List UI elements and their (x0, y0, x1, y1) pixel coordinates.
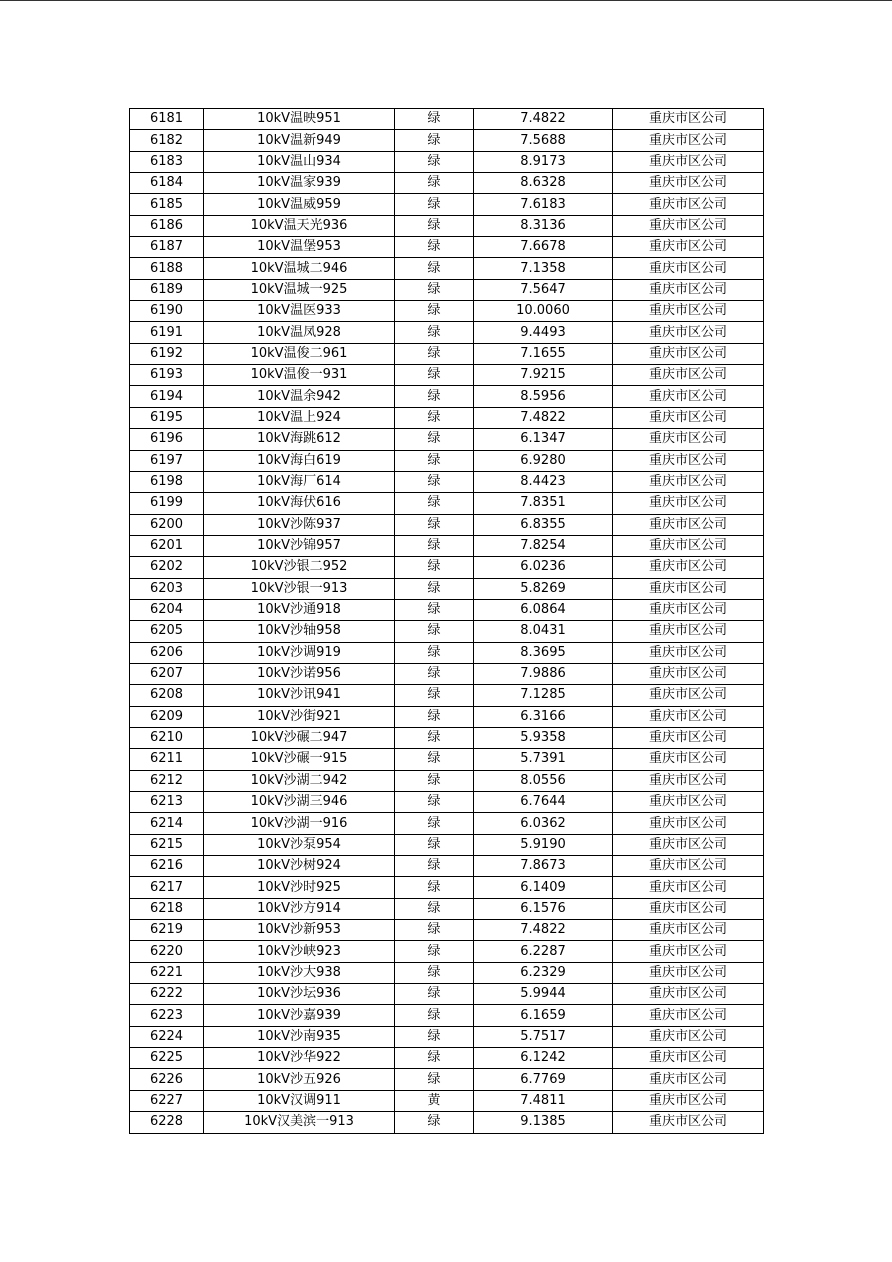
cell-line-name: 10kV海白619 (204, 450, 395, 471)
cell-company: 重庆市区公司 (613, 429, 764, 450)
cell-value: 5.8269 (474, 578, 613, 599)
cell-rating: 绿 (395, 450, 474, 471)
table-row (130, 301, 764, 322)
cell-line-name: 10kV海厂614 (204, 471, 395, 492)
table-row (130, 621, 764, 642)
cell-rating: 绿 (395, 279, 474, 300)
cell-line-name: 10kV沙大938 (204, 962, 395, 983)
cell-line-name: 10kV沙银一913 (204, 578, 395, 599)
cell-rating: 绿 (395, 1005, 474, 1026)
cell-value: 6.1409 (474, 877, 613, 898)
cell-line-name: 10kV沙新953 (204, 920, 395, 941)
table-row (130, 109, 764, 130)
cell-value: 8.4423 (474, 471, 613, 492)
table-row (130, 727, 764, 748)
table-row (130, 471, 764, 492)
cell-rating: 绿 (395, 642, 474, 663)
cell-value: 6.7769 (474, 1069, 613, 1090)
cell-line-name: 10kV沙碾二947 (204, 727, 395, 748)
cell-value: 7.8673 (474, 856, 613, 877)
cell-line-name: 10kV沙陈937 (204, 514, 395, 535)
cell-company: 重庆市区公司 (613, 407, 764, 428)
cell-value: 7.9886 (474, 663, 613, 684)
table-row (130, 856, 764, 877)
cell-rating: 绿 (395, 493, 474, 514)
cell-company: 重庆市区公司 (613, 621, 764, 642)
cell-company: 重庆市区公司 (613, 237, 764, 258)
cell-company: 重庆市区公司 (613, 450, 764, 471)
cell-line-name: 10kV沙泵954 (204, 834, 395, 855)
cell-line-name: 10kV温余942 (204, 386, 395, 407)
cell-number: 6183 (130, 151, 204, 172)
cell-number: 6219 (130, 920, 204, 941)
cell-line-name: 10kV温凤928 (204, 322, 395, 343)
cell-rating: 绿 (395, 1048, 474, 1069)
table-row (130, 173, 764, 194)
cell-number: 6206 (130, 642, 204, 663)
cell-value: 6.1347 (474, 429, 613, 450)
cell-line-name: 10kV沙街921 (204, 706, 395, 727)
table-row (130, 557, 764, 578)
table-row (130, 941, 764, 962)
table-row (130, 599, 764, 620)
cell-company: 重庆市区公司 (613, 920, 764, 941)
cell-line-name: 10kV沙嘉939 (204, 1005, 395, 1026)
cell-company: 重庆市区公司 (613, 130, 764, 151)
cell-value: 7.1655 (474, 343, 613, 364)
cell-value: 6.3166 (474, 706, 613, 727)
cell-value: 6.1242 (474, 1048, 613, 1069)
cell-value: 5.9190 (474, 834, 613, 855)
cell-rating: 绿 (395, 343, 474, 364)
table-row (130, 813, 764, 834)
cell-line-name: 10kV温俊二961 (204, 343, 395, 364)
cell-number: 6223 (130, 1005, 204, 1026)
cell-rating: 绿 (395, 877, 474, 898)
cell-value: 7.4822 (474, 407, 613, 428)
cell-line-name: 10kV沙碾一915 (204, 749, 395, 770)
table-row (130, 429, 764, 450)
cell-value: 6.2329 (474, 962, 613, 983)
cell-line-name: 10kV沙银二952 (204, 557, 395, 578)
cell-line-name: 10kV沙时925 (204, 877, 395, 898)
cell-rating: 绿 (395, 365, 474, 386)
cell-company: 重庆市区公司 (613, 770, 764, 791)
cell-number: 6186 (130, 215, 204, 236)
cell-value: 6.7644 (474, 792, 613, 813)
cell-line-name: 10kV海伏616 (204, 493, 395, 514)
cell-rating: 绿 (395, 578, 474, 599)
cell-rating: 绿 (395, 1112, 474, 1133)
cell-number: 6210 (130, 727, 204, 748)
cell-rating: 绿 (395, 1026, 474, 1047)
cell-number: 6225 (130, 1048, 204, 1069)
cell-line-name: 10kV温堡953 (204, 237, 395, 258)
cell-value: 7.4811 (474, 1090, 613, 1111)
cell-company: 重庆市区公司 (613, 706, 764, 727)
cell-rating: 绿 (395, 109, 474, 130)
table-row (130, 130, 764, 151)
cell-value: 7.8351 (474, 493, 613, 514)
cell-line-name: 10kV沙诺956 (204, 663, 395, 684)
cell-value: 6.0864 (474, 599, 613, 620)
cell-number: 6213 (130, 792, 204, 813)
table-row (130, 237, 764, 258)
cell-company: 重庆市区公司 (613, 1005, 764, 1026)
cell-number: 6181 (130, 109, 204, 130)
cell-company: 重庆市区公司 (613, 599, 764, 620)
cell-rating: 绿 (395, 173, 474, 194)
table-row (130, 1005, 764, 1026)
cell-company: 重庆市区公司 (613, 151, 764, 172)
cell-rating: 绿 (395, 1069, 474, 1090)
table-row (130, 514, 764, 535)
cell-company: 重庆市区公司 (613, 493, 764, 514)
table-row (130, 258, 764, 279)
table-row (130, 984, 764, 1005)
cell-line-name: 10kV温天光936 (204, 215, 395, 236)
cell-line-name: 10kV沙调919 (204, 642, 395, 663)
cell-rating: 绿 (395, 386, 474, 407)
table-row (130, 1048, 764, 1069)
cell-value: 5.9358 (474, 727, 613, 748)
cell-value: 6.9280 (474, 450, 613, 471)
cell-rating: 绿 (395, 599, 474, 620)
table-row (130, 1026, 764, 1047)
cell-rating: 绿 (395, 407, 474, 428)
cell-company: 重庆市区公司 (613, 322, 764, 343)
cell-rating: 绿 (395, 898, 474, 919)
cell-rating: 绿 (395, 429, 474, 450)
cell-number: 6202 (130, 557, 204, 578)
cell-value: 7.8254 (474, 535, 613, 556)
cell-line-name: 10kV沙湖一916 (204, 813, 395, 834)
cell-value: 7.6183 (474, 194, 613, 215)
cell-line-name: 10kV沙树924 (204, 856, 395, 877)
cell-company: 重庆市区公司 (613, 834, 764, 855)
cell-number: 6194 (130, 386, 204, 407)
cell-value: 8.3136 (474, 215, 613, 236)
cell-number: 6212 (130, 770, 204, 791)
cell-number: 6201 (130, 535, 204, 556)
cell-line-name: 10kV温新949 (204, 130, 395, 151)
cell-rating: 绿 (395, 834, 474, 855)
cell-rating: 绿 (395, 151, 474, 172)
cell-rating: 绿 (395, 941, 474, 962)
cell-company: 重庆市区公司 (613, 578, 764, 599)
cell-value: 8.3695 (474, 642, 613, 663)
cell-line-name: 10kV温城二946 (204, 258, 395, 279)
cell-company: 重庆市区公司 (613, 749, 764, 770)
cell-company: 重庆市区公司 (613, 365, 764, 386)
cell-line-name: 10kV温医933 (204, 301, 395, 322)
table-row (130, 279, 764, 300)
cell-line-name: 10kV沙华922 (204, 1048, 395, 1069)
cell-number: 6207 (130, 663, 204, 684)
cell-company: 重庆市区公司 (613, 962, 764, 983)
cell-company: 重庆市区公司 (613, 898, 764, 919)
cell-company: 重庆市区公司 (613, 642, 764, 663)
cell-rating: 绿 (395, 535, 474, 556)
cell-value: 6.0236 (474, 557, 613, 578)
cell-value: 7.5647 (474, 279, 613, 300)
cell-line-name: 10kV沙五926 (204, 1069, 395, 1090)
cell-number: 6228 (130, 1112, 204, 1133)
cell-rating: 绿 (395, 471, 474, 492)
cell-number: 6222 (130, 984, 204, 1005)
cell-company: 重庆市区公司 (613, 984, 764, 1005)
cell-number: 6182 (130, 130, 204, 151)
cell-number: 6211 (130, 749, 204, 770)
cell-number: 6224 (130, 1026, 204, 1047)
cell-company: 重庆市区公司 (613, 877, 764, 898)
cell-value: 9.4493 (474, 322, 613, 343)
cell-number: 6191 (130, 322, 204, 343)
cell-rating: 绿 (395, 962, 474, 983)
cell-company: 重庆市区公司 (613, 535, 764, 556)
cell-value: 8.6328 (474, 173, 613, 194)
cell-line-name: 10kV温上924 (204, 407, 395, 428)
cell-value: 6.1576 (474, 898, 613, 919)
cell-line-name: 10kV沙峡923 (204, 941, 395, 962)
table-row (130, 215, 764, 236)
cell-rating: 绿 (395, 706, 474, 727)
cell-company: 重庆市区公司 (613, 343, 764, 364)
table-row (130, 685, 764, 706)
cell-line-name: 10kV沙湖二942 (204, 770, 395, 791)
cell-number: 6196 (130, 429, 204, 450)
cell-company: 重庆市区公司 (613, 194, 764, 215)
cell-value: 5.7517 (474, 1026, 613, 1047)
cell-number: 6200 (130, 514, 204, 535)
data-table (129, 108, 764, 1134)
cell-value: 5.7391 (474, 749, 613, 770)
cell-number: 6199 (130, 493, 204, 514)
cell-number: 6227 (130, 1090, 204, 1111)
cell-company: 重庆市区公司 (613, 109, 764, 130)
cell-number: 6193 (130, 365, 204, 386)
cell-line-name: 10kV沙南935 (204, 1026, 395, 1047)
cell-value: 7.4822 (474, 920, 613, 941)
table-row (130, 194, 764, 215)
cell-company: 重庆市区公司 (613, 663, 764, 684)
cell-number: 6187 (130, 237, 204, 258)
cell-line-name: 10kV沙湖三946 (204, 792, 395, 813)
cell-number: 6218 (130, 898, 204, 919)
cell-number: 6185 (130, 194, 204, 215)
cell-number: 6220 (130, 941, 204, 962)
cell-company: 重庆市区公司 (613, 941, 764, 962)
cell-rating: 绿 (395, 194, 474, 215)
cell-company: 重庆市区公司 (613, 301, 764, 322)
cell-company: 重庆市区公司 (613, 727, 764, 748)
cell-number: 6217 (130, 877, 204, 898)
cell-line-name: 10kV沙通918 (204, 599, 395, 620)
cell-company: 重庆市区公司 (613, 1069, 764, 1090)
table-row (130, 151, 764, 172)
cell-value: 8.5956 (474, 386, 613, 407)
cell-rating: 绿 (395, 301, 474, 322)
cell-value: 7.4822 (474, 109, 613, 130)
cell-line-name: 10kV温映951 (204, 109, 395, 130)
table-row (130, 1090, 764, 1111)
table-row (130, 792, 764, 813)
cell-company: 重庆市区公司 (613, 1090, 764, 1111)
cell-number: 6204 (130, 599, 204, 620)
table-row (130, 642, 764, 663)
cell-number: 6197 (130, 450, 204, 471)
cell-value: 8.0556 (474, 770, 613, 791)
cell-rating: 绿 (395, 856, 474, 877)
cell-number: 6184 (130, 173, 204, 194)
cell-value: 6.8355 (474, 514, 613, 535)
cell-line-name: 10kV沙坛936 (204, 984, 395, 1005)
cell-company: 重庆市区公司 (613, 514, 764, 535)
table-row (130, 322, 764, 343)
cell-line-name: 10kV汉美滨一913 (204, 1112, 395, 1133)
table-row (130, 386, 764, 407)
cell-rating: 绿 (395, 984, 474, 1005)
cell-value: 6.1659 (474, 1005, 613, 1026)
cell-number: 6203 (130, 578, 204, 599)
table-row (130, 343, 764, 364)
cell-company: 重庆市区公司 (613, 685, 764, 706)
cell-company: 重庆市区公司 (613, 856, 764, 877)
cell-rating: 绿 (395, 322, 474, 343)
cell-line-name: 10kV沙轴958 (204, 621, 395, 642)
cell-line-name: 10kV温威959 (204, 194, 395, 215)
cell-number: 6205 (130, 621, 204, 642)
cell-rating: 绿 (395, 920, 474, 941)
cell-number: 6192 (130, 343, 204, 364)
cell-value: 7.5688 (474, 130, 613, 151)
cell-rating: 绿 (395, 749, 474, 770)
table-row (130, 834, 764, 855)
cell-rating: 绿 (395, 514, 474, 535)
table-row (130, 493, 764, 514)
cell-number: 6190 (130, 301, 204, 322)
cell-value: 8.0431 (474, 621, 613, 642)
cell-line-name: 10kV温俊一931 (204, 365, 395, 386)
cell-line-name: 10kV温城一925 (204, 279, 395, 300)
cell-rating: 绿 (395, 557, 474, 578)
cell-number: 6189 (130, 279, 204, 300)
cell-line-name: 10kV温家939 (204, 173, 395, 194)
cell-company: 重庆市区公司 (613, 557, 764, 578)
cell-rating: 绿 (395, 663, 474, 684)
table-row (130, 920, 764, 941)
cell-line-name: 10kV海跳612 (204, 429, 395, 450)
cell-number: 6215 (130, 834, 204, 855)
cell-company: 重庆市区公司 (613, 386, 764, 407)
table-row (130, 962, 764, 983)
cell-rating: 绿 (395, 621, 474, 642)
cell-company: 重庆市区公司 (613, 215, 764, 236)
table-row (130, 450, 764, 471)
table-row (130, 1112, 764, 1133)
cell-value: 5.9944 (474, 984, 613, 1005)
table-row (130, 1069, 764, 1090)
table-row (130, 407, 764, 428)
cell-company: 重庆市区公司 (613, 813, 764, 834)
cell-number: 6214 (130, 813, 204, 834)
cell-value: 7.1285 (474, 685, 613, 706)
table-row (130, 535, 764, 556)
cell-rating: 绿 (395, 792, 474, 813)
cell-rating: 绿 (395, 685, 474, 706)
cell-rating: 绿 (395, 727, 474, 748)
cell-rating: 绿 (395, 237, 474, 258)
table-row (130, 877, 764, 898)
table-row (130, 663, 764, 684)
cell-number: 6188 (130, 258, 204, 279)
cell-number: 6216 (130, 856, 204, 877)
cell-number: 6221 (130, 962, 204, 983)
table-row (130, 770, 764, 791)
table-row (130, 749, 764, 770)
cell-rating: 绿 (395, 130, 474, 151)
cell-rating: 绿 (395, 770, 474, 791)
cell-line-name: 10kV沙讯941 (204, 685, 395, 706)
cell-value: 6.0362 (474, 813, 613, 834)
cell-company: 重庆市区公司 (613, 1112, 764, 1133)
cell-value: 7.6678 (474, 237, 613, 258)
cell-value: 7.9215 (474, 365, 613, 386)
cell-number: 6226 (130, 1069, 204, 1090)
cell-line-name: 10kV汉调911 (204, 1090, 395, 1111)
cell-number: 6198 (130, 471, 204, 492)
table-row (130, 578, 764, 599)
cell-company: 重庆市区公司 (613, 279, 764, 300)
cell-line-name: 10kV沙锦957 (204, 535, 395, 556)
cell-company: 重庆市区公司 (613, 1048, 764, 1069)
cell-rating: 绿 (395, 813, 474, 834)
cell-company: 重庆市区公司 (613, 471, 764, 492)
page-top-border (0, 0, 892, 1)
table-body (130, 109, 764, 1134)
cell-rating: 黄 (395, 1090, 474, 1111)
cell-value: 8.9173 (474, 151, 613, 172)
cell-company: 重庆市区公司 (613, 792, 764, 813)
cell-number: 6208 (130, 685, 204, 706)
cell-value: 9.1385 (474, 1112, 613, 1133)
cell-company: 重庆市区公司 (613, 1026, 764, 1047)
cell-line-name: 10kV沙方914 (204, 898, 395, 919)
cell-value: 10.0060 (474, 301, 613, 322)
cell-value: 6.2287 (474, 941, 613, 962)
cell-company: 重庆市区公司 (613, 173, 764, 194)
cell-line-name: 10kV温山934 (204, 151, 395, 172)
cell-number: 6195 (130, 407, 204, 428)
cell-company: 重庆市区公司 (613, 258, 764, 279)
cell-number: 6209 (130, 706, 204, 727)
cell-rating: 绿 (395, 215, 474, 236)
table-row (130, 365, 764, 386)
cell-value: 7.1358 (474, 258, 613, 279)
cell-rating: 绿 (395, 258, 474, 279)
table-row (130, 898, 764, 919)
table-row (130, 706, 764, 727)
